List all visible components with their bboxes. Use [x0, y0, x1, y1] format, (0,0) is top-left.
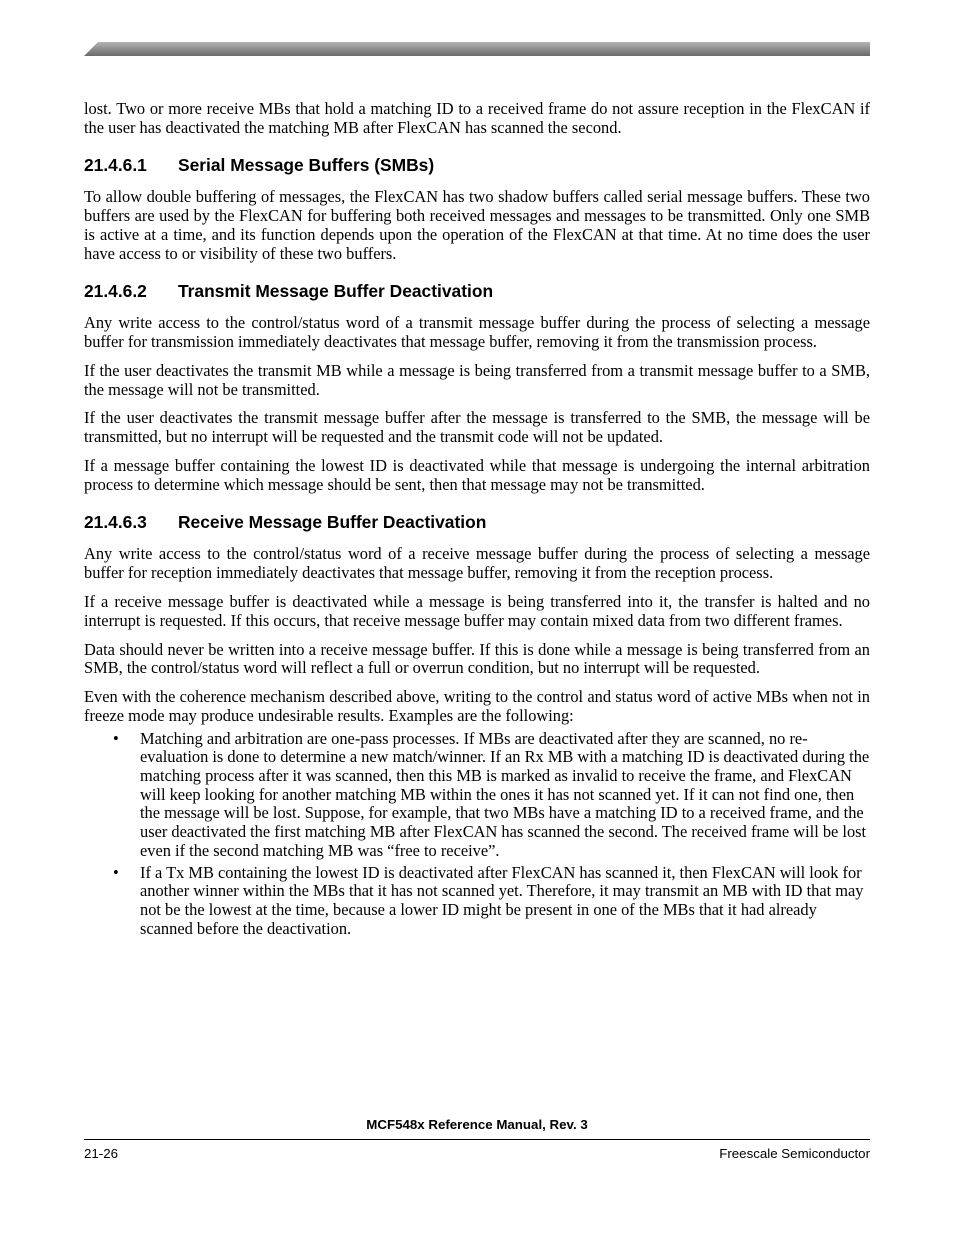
list-item-text: Matching and arbitration are one-pass processes. If MBs are deactivated after they are scanned, no re-evaluation is done to determine a new match/winner. If an Rx MB with a matching ID is deactivated during the matching process after it was scanned, then this MB is marked as invalid to receive the frame, and FlexCAN will keep looking for another matching MB within the ones it has not scanned yet. If it can not find one, then the message will be lost. Suppose, for example, that two MBs have a matching ID to a received frame, and the user deactivated the first matching MB after FlexCAN has scanned the second. The received frame will be lost even if the second matching MB was “free to receive”.	[140, 728, 870, 860]
body-paragraph: If the user deactivates the transmit message buffer after the message is transferred to the SMB, the message will be transmitted, but no interrupt will be requested and the transmit code will not be updated.	[84, 408, 870, 447]
section-heading	[84, 512, 870, 533]
body-paragraph: Any write access to the control/status word of a transmit message buffer during the process of selecting a message buffer for transmission immediately deactivates that message buffer, removing it from the transmission process.	[84, 313, 870, 351]
body-paragraph: To allow double buffering of messages, the FlexCAN has two shadow buffers called serial message buffers. These two buffers are used by the FlexCAN for buffering both received messages and messages to be transmitted. Only one SMB is active at a time, and its function depends upon the operation of the FlexCAN at that time. At no time does the user have access to or visibility of these two buffers.	[84, 187, 870, 263]
body-paragraph: Data should never be written into a receive message buffer. If this is done while a message is being transferred from an SMB, the control/status word will reflect a full or overrun condition, but no interrupt will be requested.	[84, 639, 870, 678]
bullet-icon: •	[113, 728, 119, 748]
header-decorative-bar	[84, 42, 870, 56]
section-title: Receive Message Buffer Deactivation	[178, 512, 487, 533]
list-item-text: If a Tx MB containing the lowest ID is deactivated after FlexCAN has scanned it, then FlexCAN will look for another winner within the MBs that it has not scanned yet. Therefore, it may transmit an MB with ID that may not be the lowest at the time, because a lower ID might be present in one of the MBs that it had already scanned before the deactivation.	[140, 862, 864, 938]
list-item	[84, 730, 870, 861]
body-paragraph: If a receive message buffer is deactivated while a message is being transferred into it, the transfer is halted and no interrupt is requested. If this occurs, that receive message buffer may contain mixed data from two different frames.	[84, 592, 870, 630]
section-heading	[84, 281, 870, 302]
footer-title: MCF548x Reference Manual, Rev. 3	[366, 1117, 588, 1132]
section-title: Serial Message Buffers (SMBs)	[178, 155, 435, 176]
bullet-list	[84, 730, 870, 939]
section-number: 21.4.6.1	[84, 155, 147, 176]
body-paragraph: Any write access to the control/status word of a receive message buffer during the process of selecting a message buffer for reception immediately deactivates that message buffer, removing it from the reception process.	[84, 544, 870, 583]
section-heading	[84, 155, 870, 176]
page-number: 21-26	[84, 1146, 119, 1161]
bullet-icon: •	[113, 862, 119, 882]
main-content	[84, 100, 870, 941]
footer-company: Freescale Semiconductor	[719, 1146, 870, 1161]
body-paragraph: If a message buffer containing the lowest ID is deactivated while that message is undergoing the internal arbitration process to determine which message should be sent, then that message may not be transmitted.	[84, 456, 870, 494]
section-title: Transmit Message Buffer Deactivation	[178, 281, 494, 302]
list-item	[84, 864, 870, 939]
section-number: 21.4.6.3	[84, 512, 147, 533]
footer-divider	[84, 1139, 870, 1140]
intro-paragraph: lost. Two or more receive MBs that hold a matching ID to a received frame do not assure reception in the FlexCAN if the user has deactivated the matching MB after FlexCAN has scanned the second.	[84, 99, 870, 137]
body-paragraph: Even with the coherence mechanism described above, writing to the control and status word of active MBs when not in freeze mode may produce undesirable results. Examples are the following:	[84, 687, 870, 725]
section-number: 21.4.6.2	[84, 281, 147, 302]
body-paragraph: If the user deactivates the transmit MB while a message is being transferred from a transmit message buffer to a SMB, the message will not be transmitted.	[84, 360, 870, 399]
